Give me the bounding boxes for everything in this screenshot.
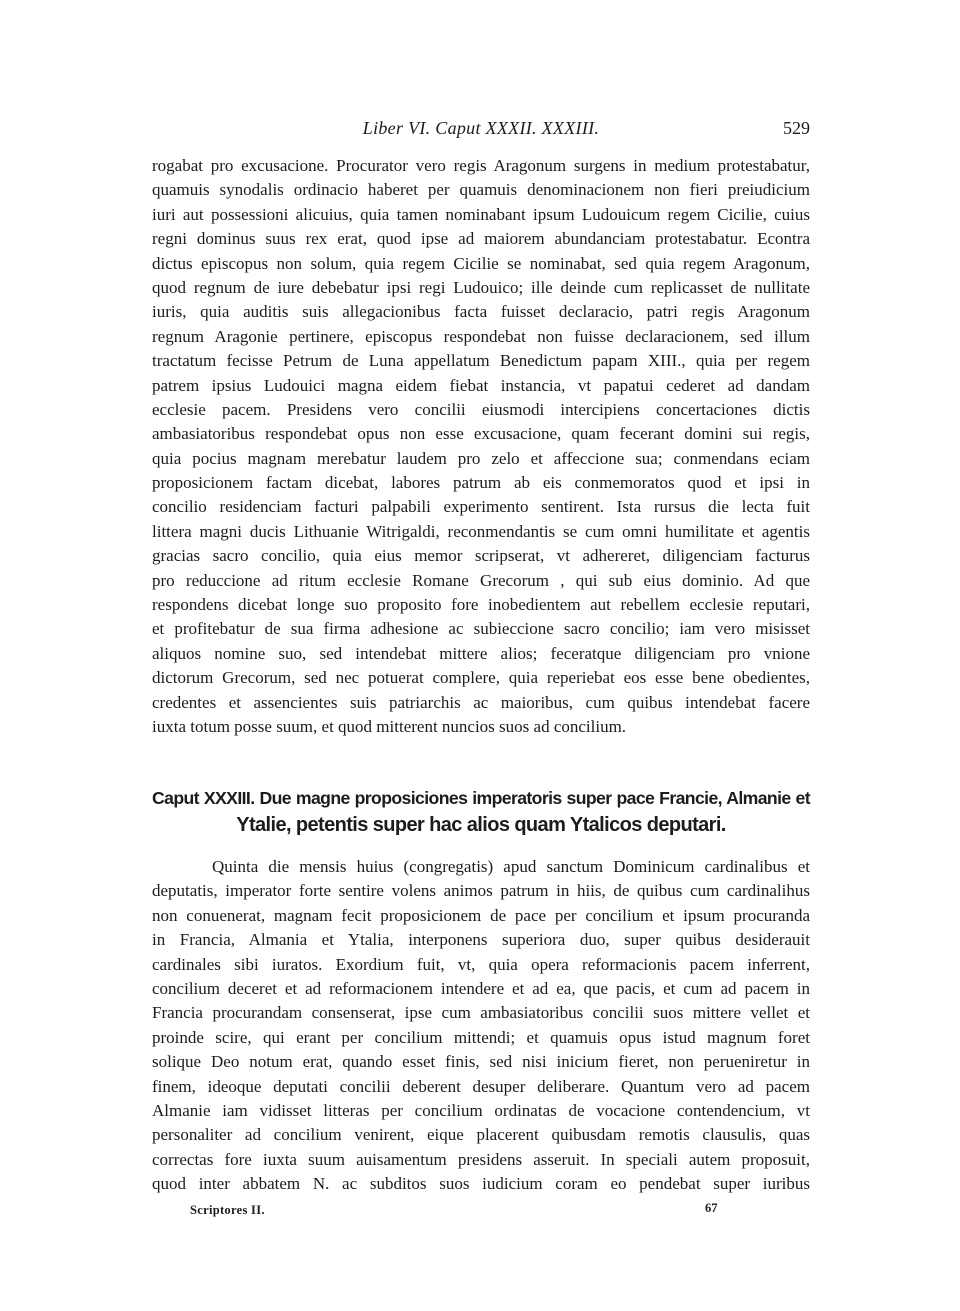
running-title: Liber VI. Caput XXXII. XXXIII. [362,118,600,138]
text-line: ambasiatoribus respondebat opus non esse excusacione, quam fecerant domini sui regis, [152,424,810,444]
text-line: quod regnum de iure debebatur ipsi regi Ludouico; ille deinde cum replicasset de nullitate [152,277,810,297]
text-line: iuris, quia auditis suis allegacionibus facta fuisset declaracio, patri regis Aragonum [152,302,810,322]
text-line: iuxta totum posse suum, et quod mitterent nuncios suos ad concilium. [152,716,627,736]
text-line: concilio residenciam facturi palpabili experimento sentirent. Ista rursus die lecta fuit [152,497,810,517]
text-line: solique Deo notum erat, quando esset finis, sed nisi inicium fieret, non perueniretur in [152,1052,810,1072]
text-line: tractatum fecisse Petrum de Luna appellatum Benedictum papam XIII., quia per regem [152,351,810,371]
text-line: regnum Aragonie pertinere, episcopus respondebat non fuisse declaracionem, sed illum [152,326,810,346]
chapter-heading [152,785,810,839]
text-line: ecclesie pacem. Presidens vero concilii eiusmodi intercipiens concertaciones dictis [152,399,810,419]
text-line: patrem ipsius Ludouici magna eidem fiebat instancia, vt papatui cederet ad dandam [152,375,810,395]
page-number: 529 [783,118,810,138]
footer-series-title: Scriptores II. [190,1203,265,1217]
text-line: cardinales sibi iuratos. Exordium fuit, vt, quia opera reformacionis pacem inferrent, [152,954,810,974]
text-line: quamuis synodalis ordinacio haberet per quamuis denominacionem non fieri preiudicium [152,180,810,200]
text-line: quod inter abbatem N. ac subditos suos iudicium coram eo pendebat super iuribus [152,1174,810,1194]
running-head [152,118,810,142]
text-line: quia pocius magnam merebatur laudem pro zelo et affeccione sua; conmendans eciam [152,448,810,468]
footer-signature-mark: 67 [705,1201,718,1215]
text-line: proposicionem factam dicebat, labores patrum ab eis conmemoratos quod et ipsi in [152,473,810,493]
text-line: Quinta die mensis huius (congregatis) apud sanctum Dominicum cardinalibus et [212,857,810,876]
text-line: pro reduccione ad ritum ecclesie Romane Grecorum , qui sub eius dominio. Ad que [152,570,810,590]
text-line: dictorum Grecorum, sed nec potuerat complere, quia reperiebat eos esse bene obedientes, [152,668,810,688]
text-line: deputatis, imperator forte sentire volens animos patrum in hiis, de quibus cum cardinalihus [152,881,810,901]
chapter-heading-line: Caput XXXIII. Due magne proposiciones imperatoris super pace Francie, Almanie et [152,788,810,808]
paragraph-chapter-33 [152,855,810,1196]
text-line: littera magni ducis Lithuanie Witrigaldi, reconmendantis se cum omni humilitate et agentis [152,521,810,541]
text-line: concilium deceret et ad reformacionem intendere et ad ea, que pacis, et cum ad pacem in [152,978,810,998]
text-line: personaliter ad concilium venirent, eique placerent quibusdam remotis clausulis, quas [152,1125,810,1145]
text-line: non conuenerat, magnam fecit proposicionem de pace per concilium et ipsum procuranda [152,905,810,925]
text-line: Almanie iam vidisset litteras per concilium ordinatas de vocacione contendencium, vt [152,1100,810,1120]
text-line: correctas fore iuxta suum auisamentum presidens asseruit. In speciali autem proposuit, [152,1149,810,1169]
text-line: aliquos nomine suo, sed intendebat mittere alios; feceratque diligenciam pro vnione [152,643,810,663]
text-line: credentes et assencientes suis patriarchis ac maioribus, cum quibus intendebat facere [152,692,810,712]
text-line: iuri aut possessioni alicuius, quia tamen nominabant ipsum Ludouicum regem Cicilie, cuius [152,204,810,224]
text-line: regni dominus suus rex erat, quod ipse ad maiorem abundanciam protestabatur. Econtra [152,229,810,249]
text-line: dictus episcopus non solum, quia regem Cicilie se nominabat, sed quia regem Aragonum, [152,253,810,273]
text-line: in Francia, Almania et Ytalia, interponens superiora duo, super quibus desiderauit [152,930,810,950]
paragraph-chapter-32-end [152,154,810,739]
text-line: respondens dicebat longe suo proposito fore inobedientem aut rebellem ecclesie reputari, [152,595,810,615]
text-line: gracias sacro concilio, quia eius memor scripserat, vt adhereret, diligenciam facturus [152,546,810,566]
text-line: et profitebatur de sua firma adhesione ac subieccione sacro concilio; iam vero misisset [152,619,810,639]
text-line: Francia procurandam consenserat, ipse cum ambasiatoribus concilii suos mittere vellet et [152,1003,810,1023]
chapter-heading-line: Ytalie, petentis super hac alios quam Ytalicos deputari. [236,814,726,836]
text-line: rogabat pro excusacione. Procurator vero regis Aragonum surgens in medium protestabatur, [152,156,810,175]
text-line: finem, ideoque deputati concilii deberent desuper deliberare. Quantum vero ad pacem [152,1076,810,1096]
text-line: proinde scire, qui erant per concilium mittendi; et quamuis opus istud magnum foret [152,1027,810,1047]
